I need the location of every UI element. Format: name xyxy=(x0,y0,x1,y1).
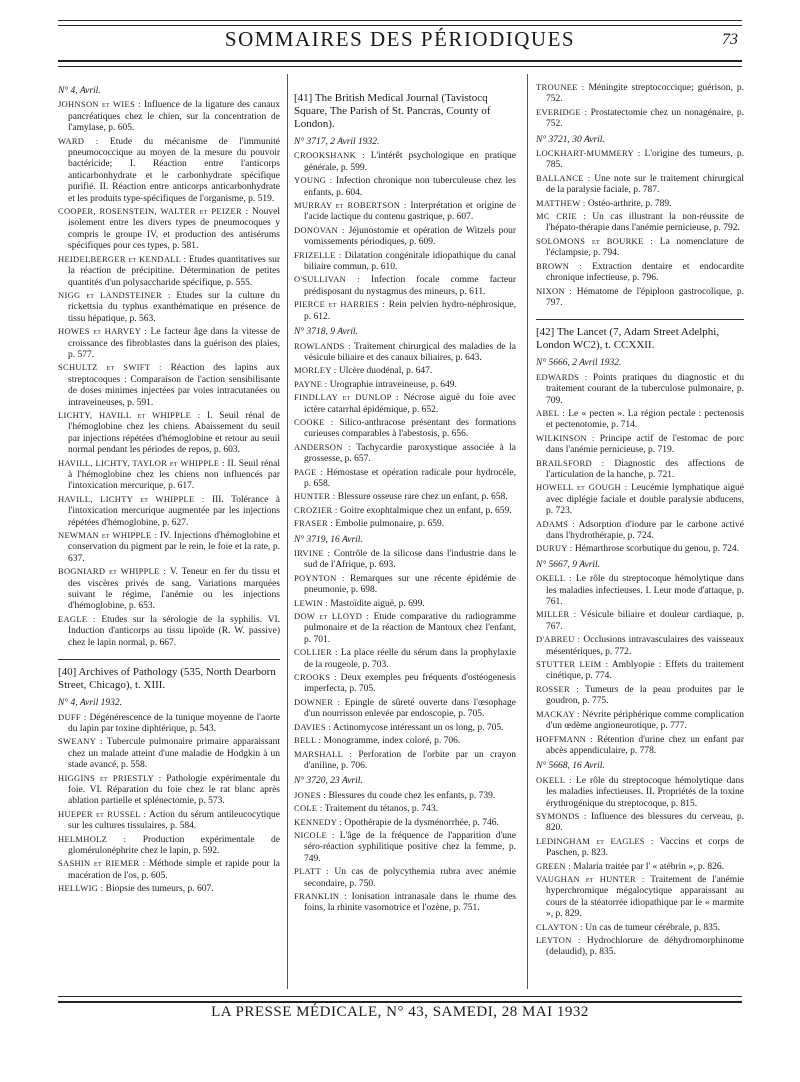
article-authors: SOLOMONS et BOURKE : xyxy=(536,235,653,246)
article-authors: DONOVAN : xyxy=(294,224,345,235)
article-entry xyxy=(536,173,744,197)
article-entry xyxy=(536,286,744,310)
article-authors: IRVINE : xyxy=(294,548,331,558)
article-title: Actinomycose intéressant un os long, p. 705. xyxy=(330,722,504,733)
article-authors: HAVILL, LICHTY et WHIPPLE : xyxy=(58,493,205,504)
article-title: Urographie intraveineuse, p. 649. xyxy=(327,379,457,390)
article-title: Amblyopie : Effets du traitement cinétique, p. 774. xyxy=(546,660,744,682)
article-authors: BALLANCE : xyxy=(536,172,591,183)
article-authors: HUNTER : xyxy=(294,491,336,502)
article-entry xyxy=(294,274,516,298)
article-title: Hématome de l'épiploon gastrocolique, p. 797. xyxy=(546,286,744,308)
article-entry xyxy=(536,709,744,733)
article-entry xyxy=(294,697,516,721)
article-title: Dégénérescence de la tunique moyenne de l'aorte du lapin par toxine diphtérique, p. 543. xyxy=(68,712,280,734)
article-entry xyxy=(294,891,516,915)
article-authors: ADAMS : xyxy=(536,518,575,529)
article-authors: CROOKSHANK : xyxy=(294,150,365,161)
article-authors: FRANKLIN : xyxy=(294,890,347,901)
article-authors: SWEANY : xyxy=(58,736,103,747)
column-divider xyxy=(527,74,528,989)
article-authors: LEYTON : xyxy=(536,935,581,945)
article-entry xyxy=(536,811,744,835)
article-authors: JOHNSON et WIES : xyxy=(58,99,141,110)
article-authors: HOWELL et GOUGH : xyxy=(536,482,628,493)
article-authors: D'ABREU : xyxy=(536,634,581,645)
article-authors: HUEPER et RUSSEL : xyxy=(58,808,147,819)
entry-list xyxy=(536,372,744,556)
article-title: Nécrose aiguë du foie avec ictère catarrhal épidémique, p. 652. xyxy=(304,393,516,415)
article-entry xyxy=(294,830,516,865)
article-entry xyxy=(58,883,280,895)
article-authors: LEDINGHAM et EAGLES : xyxy=(536,835,654,846)
article-authors: NIGG et LANDSTEINER : xyxy=(58,289,171,300)
article-authors: YOUNG : xyxy=(294,175,333,186)
footer-rule xyxy=(58,996,742,1003)
article-title: Interprétation et origine de l'acide lactique du contenu gastrique, p. 607. xyxy=(304,201,517,223)
issue-heading: N° 3719, 16 Avril. xyxy=(294,534,363,545)
article-authors: CROOKS : xyxy=(294,672,337,683)
article-authors: EVERIDGE : xyxy=(536,106,588,117)
article-title: Le rôle du streptocoque hémolytique dans les maladies infectieuses. I. Leur mode d'attaque, p. 761. xyxy=(546,574,745,608)
article-title: Traitement du tétanos, p. 743. xyxy=(322,804,439,815)
article-authors: HELLWIG : xyxy=(58,883,104,894)
column-middle xyxy=(294,82,516,916)
header-top-rule xyxy=(58,20,742,26)
article-entry xyxy=(294,225,516,249)
article-entry xyxy=(294,518,516,530)
article-title: Hydrochlorure de déhydromorphinome (delaudid), p. 835. xyxy=(546,936,744,958)
page-number: 73 xyxy=(722,31,738,48)
article-title: Etudes quantitatives sur la réaction de précipitine. Détermination de petites quantités d'un polysaccharide spécifique, p. 555. xyxy=(68,254,280,288)
article-title: Réaction des lapins aux streptocoques : Comparaison de l'action sensibilisante de doses minimes injectées par voies intracutanées ou intraveineuses, p. 591. xyxy=(68,363,280,408)
article-title: Monogramme, index coloré, p. 706. xyxy=(321,736,461,747)
article-entry xyxy=(294,598,516,610)
article-title: Un cas de tumeur cérébrale, p. 835. xyxy=(582,922,721,933)
article-entry xyxy=(294,611,516,646)
article-entry xyxy=(58,809,280,833)
article-entry xyxy=(536,775,744,810)
article-authors: ROWLANDS : xyxy=(294,340,351,351)
article-entry xyxy=(536,861,744,873)
article-authors: DAVIES : xyxy=(294,721,331,732)
article-entry xyxy=(536,684,744,708)
article-entry xyxy=(536,935,744,959)
article-authors: DUFF : xyxy=(58,711,87,722)
article-title: Tumeurs de la peau produites par le goudron, p. 775. xyxy=(546,684,744,707)
article-authors: SASHIN et RIEMER : xyxy=(58,858,146,869)
article-authors: STUTTER LEIM : xyxy=(536,659,609,670)
article-entry xyxy=(536,198,744,210)
article-title: Méthode simple et rapide pour la macération de l'os, p. 605. xyxy=(68,859,280,881)
article-authors: NEWMAN et WHIPPLE : xyxy=(58,530,158,541)
article-authors: PAGE : xyxy=(294,466,323,477)
article-authors: MACKAY : xyxy=(536,708,580,719)
article-entry xyxy=(294,505,516,517)
article-authors: FRIZELLE : xyxy=(294,249,342,260)
page-title: SOMMAIRES DES PÉRIODIQUES xyxy=(224,27,576,51)
issue-heading: N° 3721, 30 Avril. xyxy=(536,134,605,145)
article-authors: COLLIER : xyxy=(294,647,338,658)
article-authors: DOW et LLOYD : xyxy=(294,611,370,622)
article-title: III. Tolérance à l'intoxication mercurique augmentée par les injections répétées d'hémoglobine, p. 627. xyxy=(68,494,280,528)
entry-list xyxy=(294,790,516,915)
article-entry xyxy=(536,519,744,543)
article-entry xyxy=(536,634,744,658)
article-title: Rein pelvien hydro-néphrosique, p. 612. xyxy=(304,300,516,322)
article-title: Névrite périphérique comme complication d'un œdème angioneurotique, p. 777. xyxy=(546,709,744,732)
article-title: Infection focale comme facteur prédisposant du nystagmus des mineurs, p. 611. xyxy=(304,275,516,297)
article-title: Mastoïdite aiguë, p. 699. xyxy=(327,598,425,609)
article-entry xyxy=(294,299,516,323)
article-entry xyxy=(58,530,280,565)
column-divider xyxy=(287,74,288,989)
issue-heading: N° 3717, 2 Avril 1932. xyxy=(294,137,380,147)
article-authors: O'SULLIVAN : xyxy=(294,274,360,285)
article-entry xyxy=(294,722,516,734)
article-entry xyxy=(536,458,744,482)
article-authors: OKELL : xyxy=(536,573,572,584)
article-title: Blessure osseuse rare chez un enfant, p. 658. xyxy=(335,492,508,503)
article-entry xyxy=(536,372,744,407)
issue-heading: N° 5666, 2 Avril 1932. xyxy=(536,358,622,369)
entry-list xyxy=(536,775,744,959)
article-title: Diagnostic des affections de l'articulation de la hanche, p. 721. xyxy=(546,458,744,480)
article-entry xyxy=(294,749,516,773)
article-title: Epingle de sûreté ouverte dans l'œsophage d'un nourrisson enlevée par endoscopie, p. 705. xyxy=(304,697,516,720)
article-title: Méningite streptococcique; guérison, p. 752. xyxy=(546,83,744,105)
article-entry xyxy=(58,494,280,529)
article-entry xyxy=(58,458,280,493)
article-title: Hémostase et opération radicale pour hydrocèle, p. 658. xyxy=(304,467,517,489)
article-authors: VAUGHAN et HUNTER : xyxy=(536,873,645,884)
entry-list xyxy=(294,150,516,323)
article-title: Occlusions intravasculaires des vaisseaux mésentériques, p. 772. xyxy=(546,635,744,657)
article-title: Dilatation congénitale idiopathique du canal biliaire commun, p. 610. xyxy=(304,250,516,273)
article-title: Silico-anthracose présentant des formations curieuses comparables à l'abestosis, p. 656. xyxy=(304,417,516,440)
article-authors: DURUY : xyxy=(536,543,573,554)
article-title: Adsorption d'iodure par le carbone activé dans l'hydrothérapie, p. 724. xyxy=(546,519,744,541)
article-title: Perforation de l'orbite par un crayon d'aniline, p. 706. xyxy=(304,749,516,771)
article-entry xyxy=(58,858,280,882)
article-authors: MARSHALL : xyxy=(294,748,352,759)
article-title: Extraction dentaire et endocardite chronique infectieuse, p. 796. xyxy=(546,261,744,284)
article-entry xyxy=(536,148,744,172)
article-authors: CROZIER : xyxy=(294,504,338,515)
article-authors: ANDERSON : xyxy=(294,441,351,452)
article-authors: WILKINSON : xyxy=(536,432,595,443)
article-title: Pathologie expérimentale du foie. VI. Réparation du foie chez le rat blanc après ablation partielle et splénectomie, p. 573. xyxy=(68,773,280,807)
article-title: Etude comparative du radiogramme pulmonaire et de la réaction de Mantoux chez l'enfant, p. 701. xyxy=(304,612,516,645)
article-title: Infection chronique non tuberculeuse chez les enfants, p. 604. xyxy=(304,176,516,198)
article-entry xyxy=(536,408,744,432)
entry-list xyxy=(536,82,744,131)
article-entry xyxy=(294,491,516,503)
article-title: L'intérêt psychologique en pratique générale, p. 599. xyxy=(304,151,517,173)
article-title: Tubercule pulmonaire primaire apparaissant chez un malade atteint d'une maladie de Hodgkin à un stade avancé, p. 558. xyxy=(68,737,280,771)
article-authors: PLATT : xyxy=(294,866,329,877)
article-entry xyxy=(536,211,744,235)
article-authors: HEIDELBERGER et KENDALL : xyxy=(58,253,187,264)
article-authors: TROUNEE : xyxy=(536,82,585,92)
article-authors: HOFFMANN : xyxy=(536,733,594,744)
issue-heading: N° 3720, 23 Avril. xyxy=(294,776,363,787)
article-entry xyxy=(294,548,516,572)
article-entry xyxy=(294,735,516,747)
article-title: Action du sérum antileucocytique sur les cultures tissulaires, p. 584. xyxy=(68,809,281,832)
article-title: Vaccins et corps de Paschen, p. 823. xyxy=(546,836,744,859)
article-authors: COOPER, ROSENSTEIN, WALTER et PEIZER : xyxy=(58,206,249,217)
article-entry xyxy=(294,467,516,491)
header-bottom-rule xyxy=(58,60,742,67)
article-title: Prostatectomie chez un nonagénaire, p. 752. xyxy=(546,107,744,130)
article-authors: MATTHEW : xyxy=(536,197,586,208)
article-authors: MURRAY et ROBERTSON : xyxy=(294,200,407,211)
article-entry xyxy=(536,874,744,921)
article-title: Deux exemples peu fréquents d'ostéogenesis imperfecta, p. 705. xyxy=(304,673,516,695)
article-entry xyxy=(58,566,280,613)
article-title: La nomenclature de l'éclampsie, p. 794. xyxy=(546,236,744,259)
article-entry xyxy=(294,573,516,597)
article-entry xyxy=(536,433,744,457)
article-title: Tachycardie paroxystique associée à la grossesse, p. 657. xyxy=(304,442,516,465)
article-entry xyxy=(294,379,516,391)
entry-list xyxy=(58,712,280,896)
article-title: Leucémie lymphatique aiguë avec diplégie faciale et double paralysie abducens, p. 723. xyxy=(546,483,744,517)
article-entry xyxy=(294,200,516,224)
article-entry xyxy=(294,341,516,365)
article-title: Ulcère duodénal, p. 647. xyxy=(336,366,433,377)
article-entry xyxy=(536,573,744,608)
article-authors: PIERCE et HARRIES : xyxy=(294,299,386,310)
article-authors: EDWARDS : xyxy=(536,371,588,382)
article-title: II. Seuil rénal à l'hémoglobine chez les chiens non influencés par l'intoxication mercurique, p. 617. xyxy=(68,458,280,492)
article-authors: FINDLLAY et DUNLOP : xyxy=(294,392,399,403)
article-entry xyxy=(58,834,280,858)
article-entry xyxy=(294,817,516,829)
article-entry xyxy=(536,236,744,260)
issue-heading: N° 4, Avril. xyxy=(58,86,101,96)
article-entry xyxy=(536,836,744,860)
article-authors: POYNTON : xyxy=(294,572,345,583)
article-authors: WARD : xyxy=(58,135,99,146)
article-entry xyxy=(536,482,744,517)
article-authors: HIGGINS et PRIESTLY : xyxy=(58,772,162,783)
article-entry xyxy=(58,326,280,361)
article-title: V. Teneur en fer du tissu et des viscères privés de sang. Variations marquées suivant le régime, l'anémie ou les injections d'hémoglobine, p. 653. xyxy=(68,567,280,612)
entry-list xyxy=(58,99,280,649)
article-entry xyxy=(294,417,516,441)
article-authors: PAYNE : xyxy=(294,378,328,389)
article-authors: COLE : xyxy=(294,803,323,814)
article-authors: BELL : xyxy=(294,735,322,746)
article-title: Embolie pulmonaire, p. 659. xyxy=(333,519,445,530)
article-authors: ABEL : xyxy=(536,407,565,418)
article-authors: CLAYTON : xyxy=(536,921,583,932)
journal-heading: [41] The British Medical Journal (Tavistocq Square, The Parish of St. Pancras, County of London). xyxy=(294,92,491,130)
article-entry xyxy=(536,659,744,683)
article-entry xyxy=(536,734,744,758)
article-entry xyxy=(536,922,744,934)
article-title: Une note sur le traitement chirurgical de la paralysie faciale, p. 787. xyxy=(546,173,744,196)
article-title: Production expérimentale de glomérulonéphrite chez le lapin, p. 592. xyxy=(68,834,280,856)
article-entry xyxy=(58,736,280,771)
entry-list xyxy=(294,341,516,531)
article-title: Le rôle du streptocoque hémolytique dans les maladies infectieuses. II. Propriétés de la toxine érythrogénique du streptocoque, p. 815. xyxy=(546,775,745,809)
article-entry xyxy=(294,803,516,815)
article-title: Influence des blessures du cerveau, p. 820. xyxy=(546,811,744,834)
article-title: Goitre exophtalmique chez un enfant, p. 659. xyxy=(337,505,512,516)
page-footer: LA PRESSE MÉDICALE, N° 43, SAMEDI, 28 MAI 1932 xyxy=(211,1004,589,1020)
article-authors: GREEN : xyxy=(536,860,571,871)
article-title: Le « pecten ». La région pectale : pectenosis et pectenotomie, p. 714. xyxy=(546,408,744,431)
article-authors: NICOLE : xyxy=(294,829,335,840)
article-entry xyxy=(58,136,280,205)
article-entry xyxy=(536,107,744,131)
article-entry xyxy=(58,712,280,736)
article-authors: BROWN : xyxy=(536,260,583,271)
article-authors: HOWES et HARVEY : xyxy=(58,326,148,337)
article-entry xyxy=(294,150,516,174)
article-authors: MORLEY : xyxy=(294,365,337,376)
article-title: Hémarthrose scorbutique du genou, p. 724. xyxy=(572,544,739,555)
article-authors: KENNEDY : xyxy=(294,816,342,827)
article-title: Un cas de polycythemia rubra avec anémie secondaire, p. 750. xyxy=(304,867,516,889)
entry-list xyxy=(294,548,516,772)
article-title: Traitement chirurgical des maladies de la vésicule biliaire et des canaux biliaires, p. 643. xyxy=(304,341,516,363)
article-entry xyxy=(58,290,280,325)
article-entry xyxy=(294,442,516,466)
article-title: Influence de la ligature des canaux pancréatiques chez le chien, sur la concentration de l'amylase, p. 605. xyxy=(68,100,280,134)
article-title: Contrôle de la silicose dans l'industrie dans le sud de l'Afrique, p. 693. xyxy=(304,549,516,571)
article-entry xyxy=(58,254,280,289)
article-entry xyxy=(294,175,516,199)
article-authors: COOKE : xyxy=(294,416,334,427)
article-authors: HELMHOLZ : xyxy=(58,833,127,844)
article-entry xyxy=(294,790,516,802)
issue-heading: N° 3718, 9 Avril. xyxy=(294,327,359,338)
article-entry xyxy=(58,410,280,457)
article-entry xyxy=(294,365,516,377)
article-entry xyxy=(536,543,744,555)
article-entry xyxy=(58,773,280,808)
article-authors: FRASER : xyxy=(294,518,334,529)
article-authors: DOWNER : xyxy=(294,696,341,707)
article-title: Ostéo-arthrite, p. 789. xyxy=(585,198,672,209)
article-title: Le facteur âge dans la vitesse de croissance des fibroblastes dans la guérison des plaies, p. 577. xyxy=(68,327,280,360)
article-entry xyxy=(536,261,744,285)
article-title: Jéjunostomie et opération de Witzels pour vomissements périodiques, p. 609. xyxy=(304,225,517,248)
article-title: Malaria traitée par l' « atébrin », p. 826. xyxy=(570,861,725,872)
article-title: Remarques sur une récente épidémie de pneumonie, p. 698. xyxy=(304,573,516,596)
article-authors: SYMONDS : xyxy=(536,810,587,821)
article-entry xyxy=(58,614,280,649)
article-authors: OKELL : xyxy=(536,774,572,785)
entry-list xyxy=(536,573,744,757)
article-title: Etudes sur la sérologie de la syphilis. VI. Induction d'anticorps au tissu lipoïde (R. W. passive) chez le lapin normal, p. 667. xyxy=(68,614,280,648)
article-entry xyxy=(58,206,280,253)
page-header xyxy=(58,27,742,57)
article-title: I. Seuil rénal de l'hémoglobine chez les chiens. Abaissement du seuil par injections répétées d'hémoglobine et retour au seuil normal pendant les périodes de repos, p. 603. xyxy=(68,410,280,456)
article-entry xyxy=(536,609,744,633)
article-title: Ionisation intranasale dans le rhume des foins, la rhinite vasomotrice et l'ozène, p. 751. xyxy=(304,891,517,914)
article-title: IV. Injections d'hémoglobine et conservation du pigment par le rein, le foie et la rate, p. 637. xyxy=(68,531,280,564)
article-title: La place réelle du sérum dans la prophylaxie de la rougeole, p. 703. xyxy=(304,648,517,670)
article-authors: BOGNIARD et WHIPPLE : xyxy=(58,566,167,577)
article-title: Rétention d'urine chez un enfant par abcès appendiculaire, p. 778. xyxy=(546,734,744,756)
article-authors: HAVILL, LICHTY, TAYLOR et WHIPPLE : xyxy=(58,457,225,468)
article-title: L'âge de la fréquence de l'apparition d'une séro-réaction syphilitique positive chez la femme, p. 749. xyxy=(304,830,516,864)
article-title: Nouvel isolement entre les divers types de pneumocoques y compris le groupe IV, et production des antisérums spécifiques pour ces types, p. 581. xyxy=(68,207,280,252)
article-title: Traitement de l'anémie hyperchromique mégalocytique apparaissant au cours de la stéatorrée idiopathique par le « marmite », p. 829. xyxy=(546,874,744,920)
article-authors: MC CRIE : xyxy=(536,211,586,222)
article-authors: ROSSER : xyxy=(536,683,579,694)
issue-heading: N° 5668, 16 Avril. xyxy=(536,761,605,772)
article-title: Etude du mécanisme de l'immunité pneumococcique au moyen de la mesure du pouvoir bactéricide; I. Réaction entre l'anticorps anticarbonhydrate et le carbonhydrate spécifique purifié. II. Réaction entre anticorps anticarbonhydrate et les produits type-spécifiques de l'organisme, p. 519. xyxy=(68,136,280,204)
article-entry xyxy=(294,392,516,416)
article-title: Biopsie des tumeurs, p. 607. xyxy=(103,884,214,895)
issue-heading: N° 4, Avril 1932. xyxy=(58,698,123,709)
article-authors: LICHTY, HAVILL et WHIPPLE : xyxy=(58,409,201,420)
article-authors: MILLER : xyxy=(536,609,577,620)
journal-heading: [40] Archives of Pathology (535, North Dearborn Street, Chicago), t. XIII. xyxy=(58,659,280,692)
article-title: Principe actif de l'estomac de porc dans l'anémie pernicieuse, p. 719. xyxy=(546,433,744,456)
article-title: Un cas illustrant la non-réussite de l'hépato-thérapie dans l'anémie pernicieuse, p. 792. xyxy=(546,212,744,234)
article-entry xyxy=(294,866,516,890)
article-title: L'origine des tumeurs, p. 785. xyxy=(546,149,744,171)
column-right xyxy=(536,82,744,960)
article-entry xyxy=(536,82,744,106)
journal-heading: [42] The Lancet (7, Adam Street Adelphi, London WC2), t. CCXXII. xyxy=(536,319,744,352)
column-left xyxy=(58,82,280,897)
article-authors: SCHULTZ et SWIFT : xyxy=(58,362,162,373)
article-authors: LEWIN : xyxy=(294,597,328,608)
article-authors: NIXON : xyxy=(536,285,573,296)
article-authors: JONES : xyxy=(294,789,327,800)
article-authors: BRAILSFORD : xyxy=(536,457,605,468)
article-title: Opothérapie de la dysménorrhée, p. 746. xyxy=(341,817,499,828)
entry-list xyxy=(536,148,744,309)
article-entry xyxy=(58,362,280,409)
article-title: Etudes sur la culture du rickettsia du typhus exanthématique en présence de tissu hépatique, p. 563. xyxy=(68,290,280,324)
article-title: Vésicule biliaire et douleur cardiaque, p. 767. xyxy=(546,610,744,632)
article-entry xyxy=(294,250,516,274)
article-entry xyxy=(58,99,280,134)
article-entry xyxy=(294,647,516,671)
article-entry xyxy=(294,672,516,696)
article-title: Blessures du coude chez les enfants, p. 739. xyxy=(326,790,496,801)
article-title: Points pratiques du diagnostic et du traitement courant de la tuberculose pulmonaire, p. 709. xyxy=(546,372,744,406)
article-authors: EAGLE : xyxy=(58,613,96,624)
issue-heading: N° 5667, 9 Avril. xyxy=(536,559,601,570)
article-authors: LOCKHART-MUMMERY : xyxy=(536,148,641,159)
